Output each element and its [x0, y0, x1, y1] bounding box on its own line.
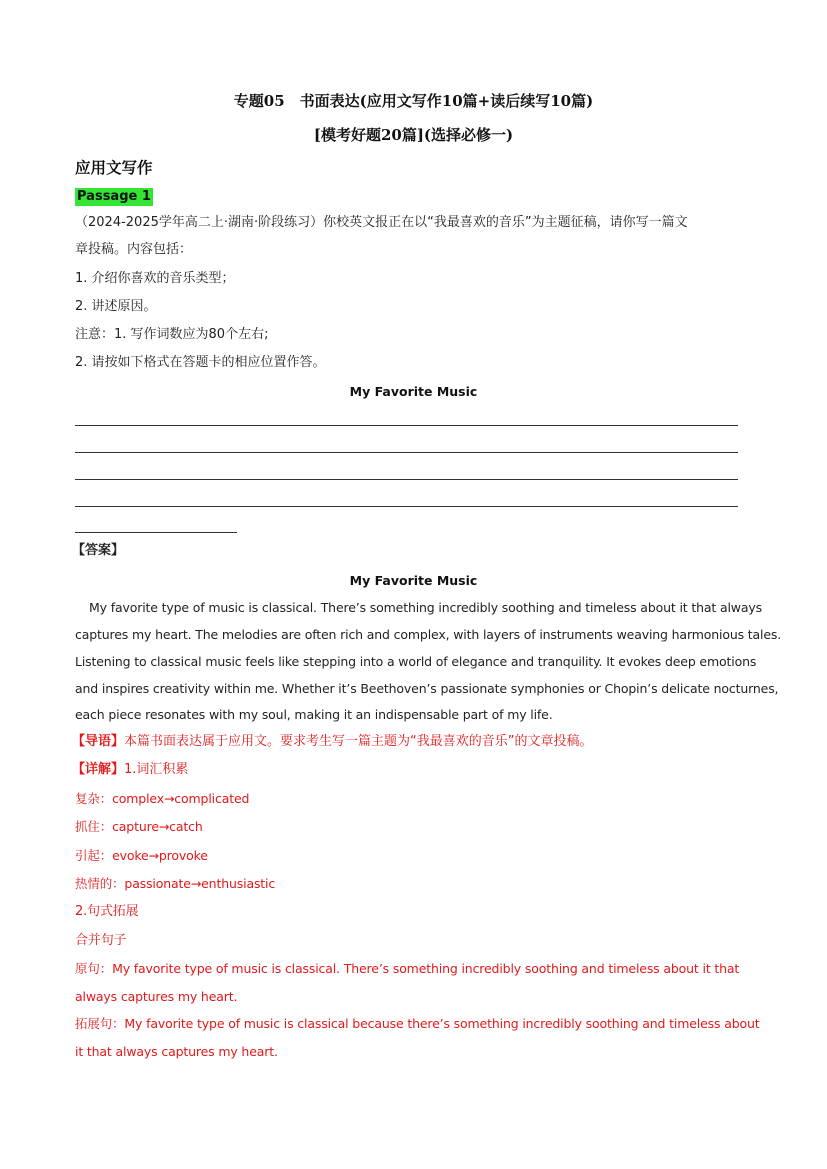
guide-text: 本篇书面表达属于应用文。要求考生写一篇主题为“我最喜欢的音乐”的文章投稿。 — [124, 734, 593, 749]
answer-essay-line: captures my heart. The melodies are often rich and complex, with layers of instruments weaving harmonious tales. — [75, 627, 782, 642]
vocab-cn: 复杂： — [75, 791, 113, 806]
vocab-cn: 抓住： — [75, 819, 113, 834]
original-text: My favorite type of music is classical. There’s something incredibly soothing and timeless about it that — [112, 961, 740, 976]
expanded-sentence-cont: it that always captures my heart. — [75, 1044, 278, 1059]
answer-rule — [75, 506, 738, 507]
vocab-heading: 1.词汇积累 — [124, 762, 189, 777]
answer-rule — [75, 425, 738, 426]
vocab-cn: 热情的： — [75, 876, 125, 891]
passage-label: Passage 1 — [77, 189, 151, 204]
document-title: 专题05 书面表达(应用文写作10篇+读后续写10篇) — [233, 92, 594, 110]
vocab-item — [75, 818, 203, 836]
vocab-en: passionate→enthusiastic — [124, 876, 276, 891]
prompt-item: 1. 介绍你喜欢的音乐类型； — [75, 271, 235, 286]
answer-rule — [75, 452, 738, 453]
answer-rule — [75, 532, 237, 533]
vocab-item — [75, 847, 208, 865]
original-sentence — [75, 960, 739, 978]
answer-rule — [75, 479, 738, 480]
sentence-heading: 2.句式拓展 — [75, 904, 139, 919]
section-heading: 应用文写作 — [75, 159, 153, 177]
guide-label: 【导语】 — [72, 734, 125, 749]
vocab-en: evoke→provoke — [112, 848, 208, 863]
vocab-en: capture→catch — [112, 819, 203, 834]
answer-label: 【答案】 — [72, 543, 125, 558]
vocab-item — [75, 790, 249, 808]
prompt-note: 注意：1. 写作词数应为80个左右; — [75, 327, 269, 342]
document-subtitle: [模考好题20篇](选择必修一) — [313, 126, 514, 144]
answer-essay-line: each piece resonates with my soul, making it an indispensable part of my life. — [75, 707, 553, 722]
answer-essay-line: My favorite type of music is classical. There’s something incredibly soothing and timeless about it that always — [89, 600, 762, 615]
prompt-line: 章投稿。内容包括： — [75, 242, 193, 257]
details-line — [72, 761, 188, 779]
expanded-sentence — [75, 1015, 760, 1033]
vocab-item — [75, 875, 275, 893]
merge-heading: 合并句子 — [75, 933, 127, 948]
answer-essay-line: Listening to classical music feels like stepping into a world of elegance and tranquility. It evokes deep emotions — [75, 654, 757, 669]
prompt-item: 2. 讲述原因。 — [75, 299, 157, 314]
original-sentence-cont: always captures my heart. — [75, 989, 238, 1004]
answer-essay-title: My Favorite Music — [349, 573, 478, 588]
vocab-cn: 引起： — [75, 848, 113, 863]
expanded-text: My favorite type of music is classical because there’s something incredibly soothing and timeless about — [124, 1016, 760, 1031]
original-label: 原句： — [75, 961, 113, 976]
prompt-line: （2024-2025学年高二上·湖南·阶段练习）你校英文报正在以“我最喜欢的音乐”为主题征稿，请你写一篇文 — [75, 215, 688, 230]
vocab-en: complex→complicated — [112, 791, 250, 806]
essay-format-title: My Favorite Music — [349, 384, 478, 399]
guide-line — [72, 733, 593, 751]
answer-essay-line: and inspires creativity within me. Whether it’s Beethoven’s passionate symphonies or Chopin’s delicate nocturnes, — [75, 681, 779, 696]
prompt-note: 2. 请按如下格式在答题卡的相应位置作答。 — [75, 355, 326, 370]
expanded-label: 拓展句： — [75, 1016, 125, 1031]
details-label: 【详解】 — [72, 762, 125, 777]
